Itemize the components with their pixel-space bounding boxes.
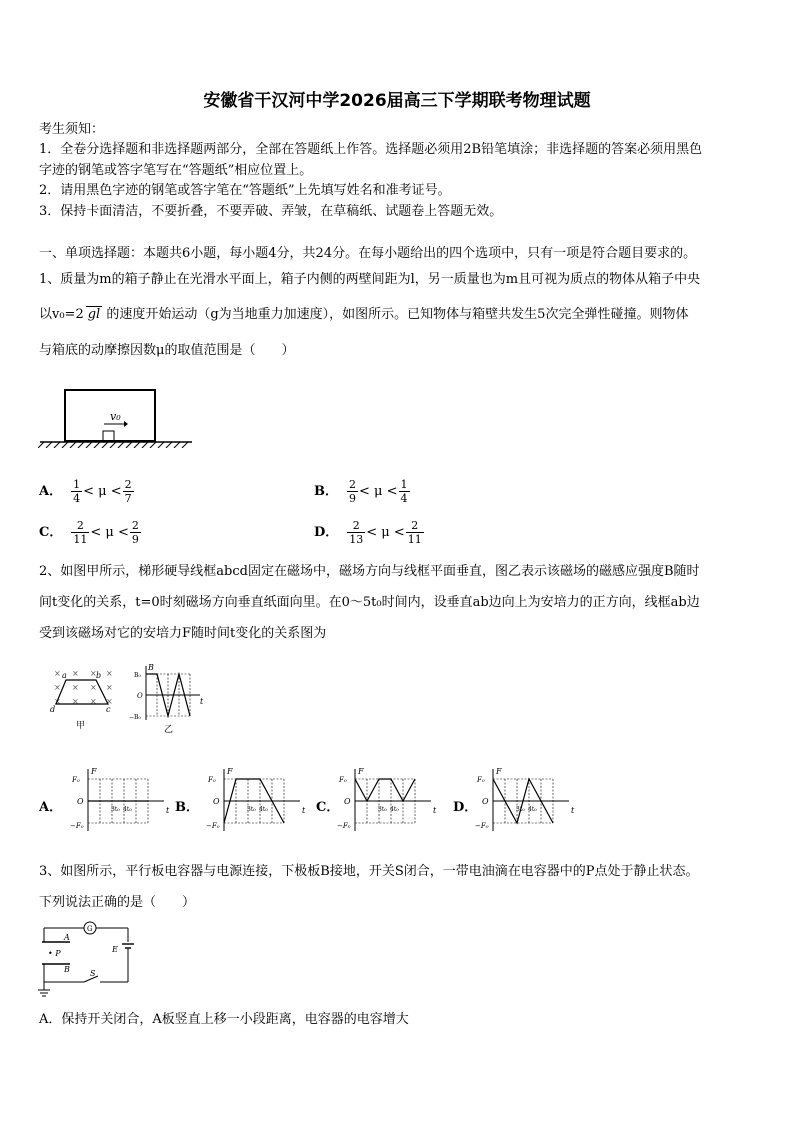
- y-axis-label: F: [91, 767, 97, 776]
- svg-text:×: ×: [90, 697, 97, 706]
- svg-text:×: ×: [72, 669, 79, 678]
- t-tick-label: 4t₀: [259, 806, 268, 813]
- q2-line-2: 间t变化的关系，t=0时刻磁场方向垂直纸面向里。在0～5t₀时间内，设垂直ab边向上为安培力的正方向，线框ab边: [39, 595, 700, 610]
- notice-line-1: 1．全卷分选择题和非选择题两部分，全部在答题纸上作答。选择题必须用2B铅笔填涂；非选择题的答案必须用黑色: [39, 142, 703, 157]
- q1-line-2: [39, 306, 688, 323]
- fig-yi-label: 乙: [164, 725, 174, 735]
- q1-option-a[interactable]: A． $\frac{1}{4}$ < μ < $\frac{2}{7}$: [39, 478, 132, 505]
- svg-text:×: ×: [54, 697, 61, 706]
- svg-text:a: a: [62, 671, 67, 680]
- svg-text:O: O: [137, 692, 143, 700]
- origin-label: O: [344, 797, 351, 806]
- t-tick-label: 4t₀: [390, 806, 399, 813]
- svg-text:E: E: [112, 945, 118, 954]
- q1-box-figure: [38, 386, 194, 448]
- svg-text:B: B: [64, 965, 70, 974]
- origin-label: O: [213, 797, 220, 806]
- y-axis-label: F: [358, 767, 364, 776]
- svg-text:B: B: [148, 663, 154, 672]
- t-tick-label: 4t₀: [123, 806, 132, 813]
- svg-text:×: ×: [106, 669, 113, 678]
- notice-line-3: 2．请用黑色字迹的钢笔或答字笔在“答题纸”上先填写姓名和准考证号。: [39, 183, 451, 198]
- q2-option-a-label[interactable]: A．: [39, 800, 63, 815]
- q2-option-d-label[interactable]: D．: [453, 800, 478, 815]
- q2-graph-b: [206, 765, 306, 841]
- notice-heading: 考生须知：: [39, 122, 105, 137]
- svg-text:×: ×: [106, 683, 113, 692]
- pos-tick-label: F₀: [72, 776, 80, 784]
- y-axis-label: F: [496, 767, 502, 776]
- q1-velocity-text: 以v₀=2: [39, 307, 84, 322]
- svg-text:×: ×: [90, 669, 97, 678]
- q3-option-a[interactable]: A．保持开关闭合，A板竖直上移一小段距离，电容器的电容增大: [39, 1012, 409, 1027]
- velocity-label: v₀: [110, 410, 121, 423]
- q1-line-1: 1、质量为m的箱子静止在光滑水平面上，箱子内侧的两壁间距为l，另一质量也为m且可视为质点的物体从箱子中央: [39, 272, 701, 287]
- t-tick-label: 3t₀: [378, 806, 387, 813]
- origin-label: O: [482, 797, 489, 806]
- pos-tick-label: F₀: [208, 776, 216, 784]
- svg-text:d: d: [50, 705, 56, 714]
- trapezoid-frame: [56, 680, 108, 704]
- x-axis-label: t: [302, 806, 306, 815]
- svg-text:b: b: [96, 671, 102, 680]
- svg-text:S: S: [90, 969, 96, 978]
- svg-text:G: G: [87, 925, 93, 933]
- svg-text:×: ×: [54, 669, 61, 678]
- force-curve: [355, 779, 415, 801]
- x-axis-label: t: [571, 806, 575, 815]
- neg-tick-label: −F₀: [337, 822, 351, 830]
- ground-hatch: [38, 442, 188, 448]
- pos-tick-label: F₀: [339, 776, 347, 784]
- q2-option-c-label[interactable]: C．: [316, 800, 340, 815]
- q2-figure-yi: [128, 662, 208, 738]
- neg-tick-label: −F₀: [475, 822, 489, 830]
- pos-tick-label: F₀: [477, 776, 485, 784]
- q2-line-1: 2、如图甲所示，梯形硬导线框abcd固定在磁场中，磁场方向与线框平面垂直，图乙表示该磁场的磁感应强度B随时: [39, 564, 700, 579]
- q2-line-3: 受到该磁场对它的安培力F随时间t变化的关系图为: [39, 626, 327, 641]
- q1-line-2-rest: 的速度开始运动（g为当地重力加速度），如图所示。已知物体与箱壁共发生5次完全弹性碰撞。则物体: [106, 307, 689, 322]
- page-title: 安徽省干汉河中学2026届高三下学期联考物理试题: [203, 91, 591, 111]
- x-axis-label: t: [433, 806, 437, 815]
- q2-graph-c: [337, 765, 437, 841]
- q1-option-b[interactable]: B． $\frac{2}{9}$ < μ < $\frac{1}{4}$: [314, 478, 408, 505]
- q3-line-1: 3、如图所示，平行板电容器与电源连接，下极板B接地，开关S闭合，一带电油滴在电容器中的P点处于静止状态。: [39, 864, 699, 879]
- small-block: [103, 431, 114, 441]
- t-tick-label: 3t₀: [247, 806, 256, 813]
- t-tick-label: 4t₀: [528, 806, 537, 813]
- svg-text:×: ×: [90, 683, 97, 692]
- y-axis-label: F: [227, 767, 233, 776]
- x-axis-label: t: [166, 806, 170, 815]
- fig-jia-label: 甲: [76, 721, 86, 731]
- svg-text:×: ×: [72, 683, 79, 692]
- svg-text:×: ×: [72, 697, 79, 706]
- svg-text:×: ×: [106, 697, 113, 706]
- q1-sqrt-gl: gl: [87, 307, 101, 322]
- svg-text:c: c: [106, 705, 111, 714]
- q2-figure-jia: [48, 664, 120, 736]
- svg-text:A: A: [64, 933, 70, 942]
- svg-text:×: ×: [54, 683, 61, 692]
- q1-option-d[interactable]: D． $\frac{2}{13}$ < μ < $\frac{2}{11}$: [314, 519, 422, 546]
- neg-tick-label: −F₀: [206, 822, 220, 830]
- svg-text:−B₀: −B₀: [129, 714, 141, 721]
- svg-text:• P: • P: [48, 949, 61, 958]
- svg-text:B₀: B₀: [134, 672, 141, 679]
- neg-tick-label: −F₀: [70, 822, 84, 830]
- t-tick-label: 3t₀: [516, 806, 525, 813]
- q2-option-b-label[interactable]: B．: [175, 800, 199, 815]
- q1-option-c[interactable]: C． $\frac{2}{11}$ < μ < $\frac{2}{9}$: [39, 519, 139, 546]
- section-heading: 一、单项选择题：本题共6小题，每小题4分，共24分。在每小题给出的四个选项中，只有一项是符合题目要求的。: [39, 246, 697, 261]
- q2-graph-a: [70, 765, 170, 841]
- notice-line-2: 字迹的钢笔或答字笔写在“答题纸”相应位置上。: [39, 163, 313, 178]
- origin-label: O: [77, 797, 84, 806]
- svg-text:t: t: [200, 697, 204, 706]
- q3-line-2: 下列说法正确的是（ ）: [39, 895, 196, 910]
- q1-line-3: 与箱底的动摩擦因数μ的取值范围是（ ）: [39, 343, 295, 358]
- notice-line-4: 3．保持卡面清洁，不要折叠，不要弄破、弄皱，在草稿纸、试题卷上答题无效。: [39, 204, 503, 219]
- q3-circuit-figure: [38, 918, 138, 998]
- q2-graph-d: [475, 765, 575, 841]
- t-tick-label: 3t₀: [111, 806, 120, 813]
